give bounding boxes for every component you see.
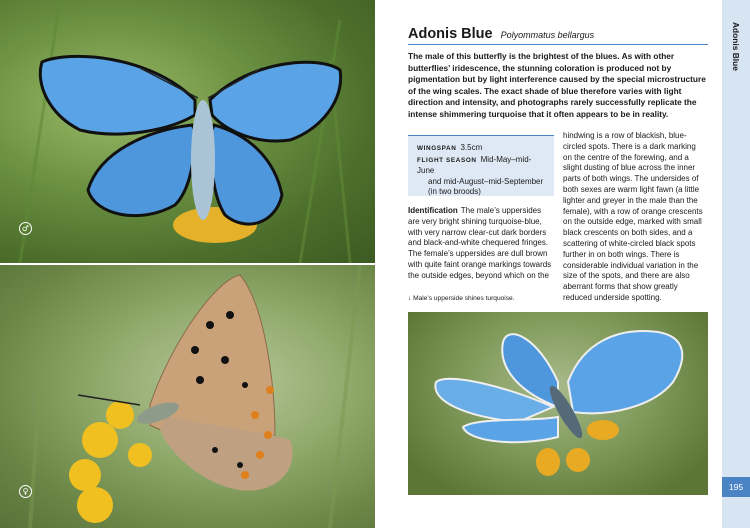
left-forewing [40,56,195,134]
female-symbol-icon: ♀ [19,485,32,498]
male-open-butterfly-illustration [408,312,708,495]
lower-hindwing-open [463,417,558,442]
female-underside-photo [0,265,375,528]
species-latin-name: Polyommatus bellargus [500,30,595,40]
intro-paragraph: The male of this butterfly is the brightest of the blues. As with other butterflies’ iridescence, the stunning coloration is produced not by pigmentation but by light interference caused by the special microstructure of the wing scales. The exact shade of blue therefore varies with light direction and intensity, and photographs rarely successfully replicate the intense shimmering turquoise that it often appears to be in reality. [408,51,706,119]
male-butterfly-illustration [0,0,375,263]
right-forewing-open [568,331,682,413]
identification-body-left: The male’s uppersides are very bright shining turquoise-blue, with very narrow clear-cut dark borders and black-and-white chequered fringes. The female’s uppersides are dull brown with quite faint orange markings towards the outside edges, beyond which on the [408,206,552,280]
identification-lead: Identification [408,206,458,215]
title-divider [408,44,708,45]
identification-text-right: hindwing is a row of blackish, blue-circled spots. There is a dark marking on the centre of the forewing, and a slight dusting of blue across the inner parts of both wings. The undersides of both sexes are warm light fawn (a little lighter and greyer in the male than the female), with a row of orange crescents on the outside edge, marked with small black crescents on both sides, and a scattering of white-circled black spots further in on both wings. There is considerable individual variation in the size of the spots, and there are also aberrant forms that show greatly reduced underside spotting. [563,131,703,302]
wingspan-row [417,143,546,155]
side-tab-title [722,22,750,82]
page-number: 195 [722,477,750,497]
butterfly-body [191,100,215,220]
flight-season-value-2: and mid-August–mid-September [428,176,544,186]
flight-season-value-3: (in two broods) [428,187,481,196]
flight-season-value-1: Mid-May–mid-June [417,154,532,175]
wingspan-value: 3.5cm [460,143,483,152]
fact-box [408,135,554,196]
side-tab-title-text: Adonis Blue [731,22,741,71]
male-wings-open-photo [408,312,708,495]
female-butterfly-illustration [0,265,375,528]
species-common-name: Adonis Blue [408,26,493,42]
identification-text-left [408,206,554,282]
male-upperside-photo [0,0,375,263]
flight-season-label: FLIGHT SEASON [417,156,477,164]
flight-season-row [417,155,546,198]
wingspan-label: WINGSPAN [417,145,457,152]
species-heading [408,26,594,42]
male-symbol-icon: ♂ [19,222,32,235]
photo-caption: ↓ Male’s upperside shines turquoise. [408,295,515,302]
left-hindwing [88,125,195,216]
